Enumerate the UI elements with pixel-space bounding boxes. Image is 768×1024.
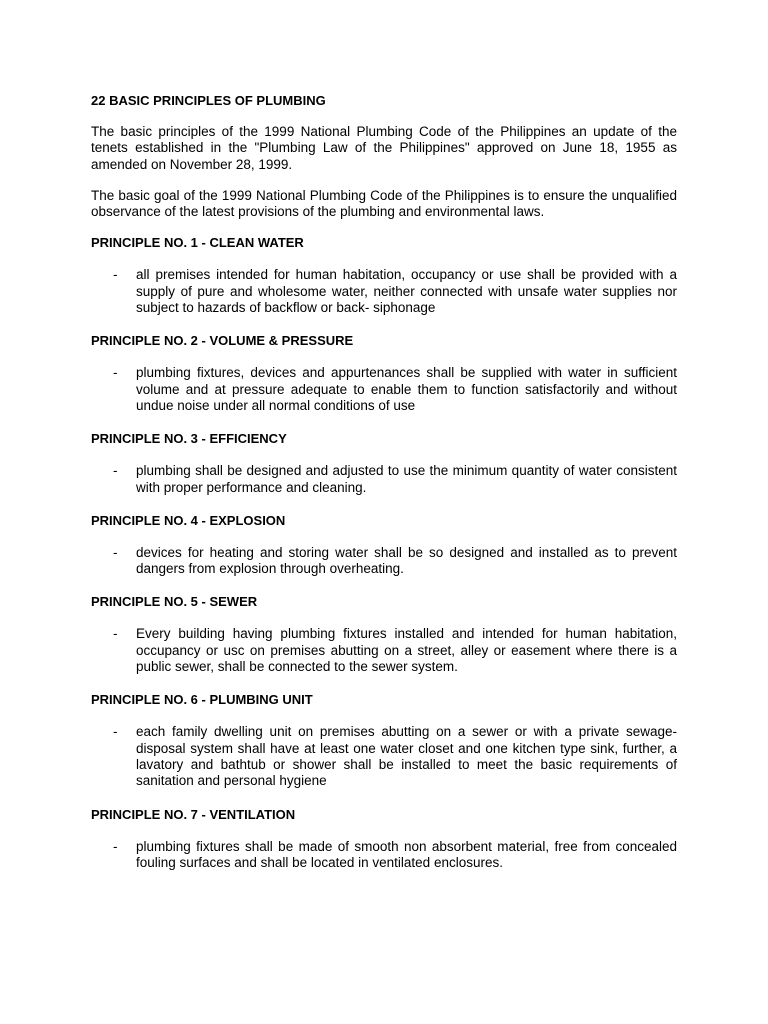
principle-text: devices for heating and storing water shall be so designed and installed as to prevent dangers from explosion through overheating. [136,544,677,577]
goal-paragraph: The basic goal of the 1999 National Plumbing Code of the Philippines is to ensure the unqualified observance of the latest provisions of the plumbing and environmental laws. [91,187,677,220]
principle-item [91,463,677,496]
principle-heading: PRINCIPLE NO. 3 - EFFICIENCY [91,431,287,447]
principle-item [91,545,677,578]
bullet-dash: - [113,365,118,381]
principle-heading: PRINCIPLE NO. 2 - VOLUME & PRESSURE [91,333,354,349]
principle-section-6 [91,692,677,789]
principle-text: all premises intended for human habitation, occupancy or use shall be provided with a supply of pure and wholesome water, neither connected with unsafe water supplies nor subject to hazards of backflow or back- siphonage [136,267,677,316]
principle-text: each family dwelling unit on premises abutting on a sewer or with a private sewage-disposal system shall have at least one water closet and one kitchen type sink, further, a lavatory and bathtub or shower shall be installed to meet the basic requirements of sanitation and personal hygiene [136,724,677,789]
principle-text: Every building having plumbing fixtures installed and intended for human habitation, occupancy or usc on premises abutting on a street, alley or easement where there is a public sewer, shall be connected to the sewer system. [136,626,677,675]
principle-text: plumbing fixtures shall be made of smooth non absorbent material, free from concealed fouling surfaces and shall be located in ventilated enclosures. [136,838,677,870]
bullet-dash: - [113,724,118,740]
principle-section-2 [91,333,677,414]
intro-paragraph: The basic principles of the 1999 National Plumbing Code of the Philippines an update of the tenets established in the "Plumbing Law of the Philippines" approved on June 18, 1955 as amended on November 28, 1999. [91,124,677,172]
principle-section-1 [91,235,677,316]
document-title: 22 BASIC PRINCIPLES OF PLUMBING [91,93,326,108]
principle-item [91,724,677,789]
bullet-dash: - [113,267,118,283]
principle-heading: PRINCIPLE NO. 7 - VENTILATION [91,806,296,822]
principle-section-4 [91,513,677,578]
principle-section-7 [91,807,677,872]
principle-item [91,267,677,316]
principle-section-3 [91,431,677,496]
principle-item [91,839,677,872]
bullet-dash: - [113,463,118,479]
bullet-dash: - [113,838,118,854]
principle-heading: PRINCIPLE NO. 5 - SEWER [91,594,258,610]
principle-text: plumbing fixtures, devices and appurtenances shall be supplied with water in sufficient volume and at pressure adequate to enable them to function satisfactorily and without undue noise under all normal conditions of use [136,365,677,413]
principle-item [91,626,677,675]
principle-heading: PRINCIPLE NO. 6 - PLUMBING UNIT [91,692,313,708]
bullet-dash: - [113,544,118,560]
principle-section-5 [91,594,677,675]
principle-heading: PRINCIPLE NO. 1 - CLEAN WATER [91,235,304,251]
principle-heading: PRINCIPLE NO. 4 - EXPLOSION [91,512,286,528]
document-page [91,93,677,888]
principle-text: plumbing shall be designed and adjusted to use the minimum quantity of water consistent with proper performance and cleaning. [136,463,677,495]
principle-item [91,365,677,414]
bullet-dash: - [113,626,118,642]
